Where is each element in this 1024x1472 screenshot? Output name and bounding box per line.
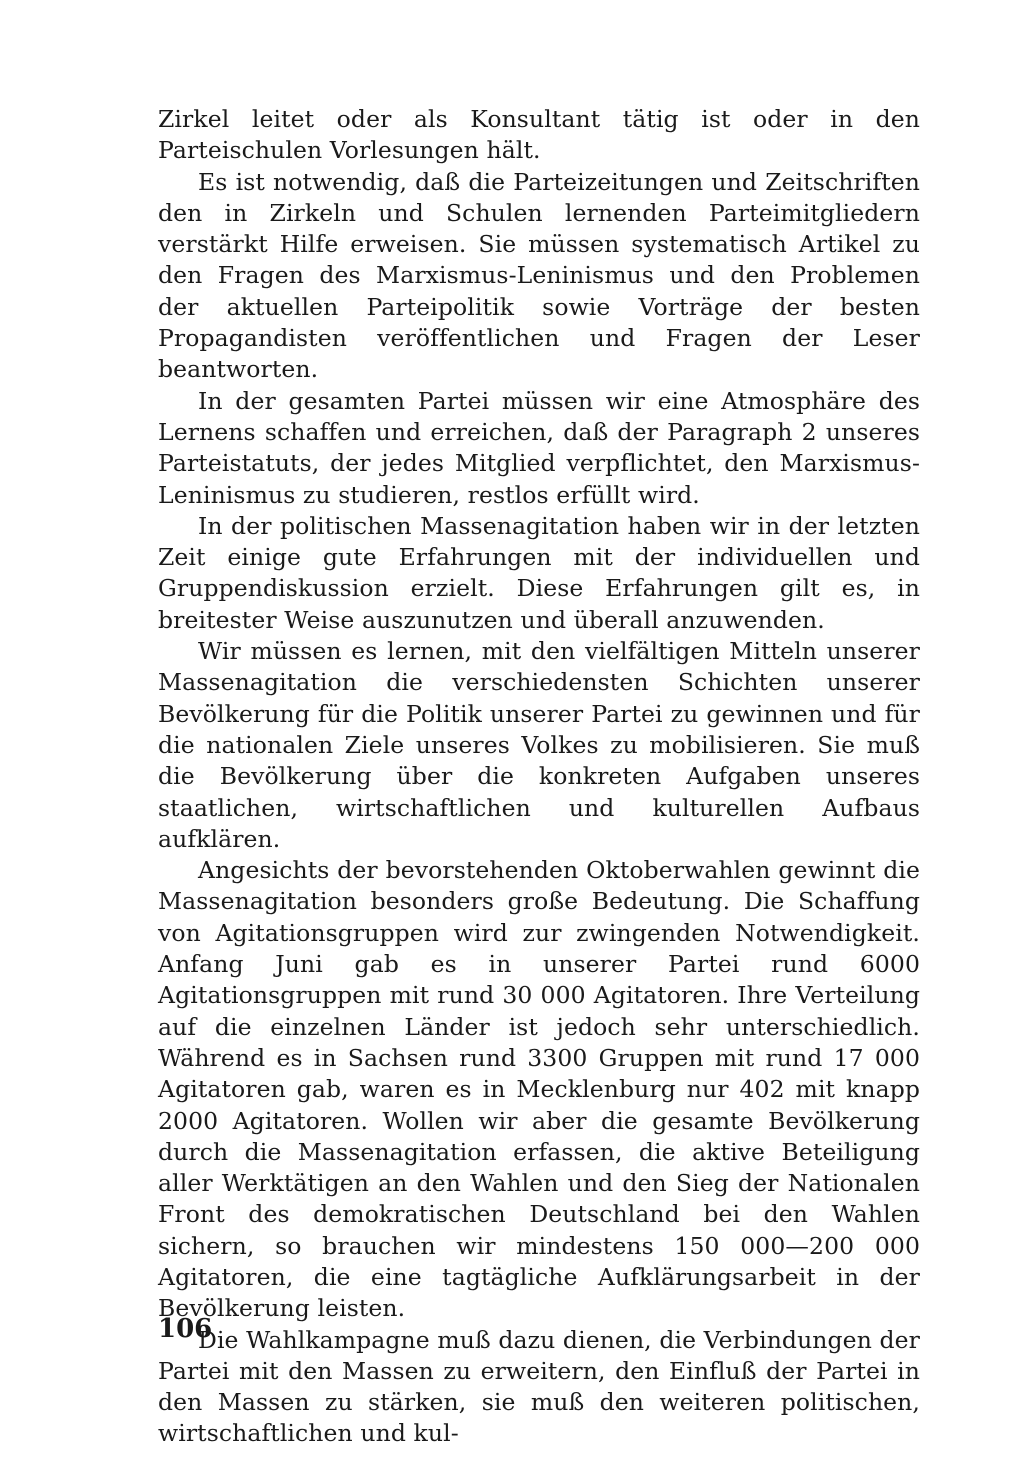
paragraph-2: Es ist notwendig, daß die Parteizeitungen und Zeitschriften den in Zirkeln und Schulen lernenden Parteimitgliedern verstärkt Hilfe erweisen. Sie müssen systematisch Artikel zu den Fragen des Marxismus-Leninismus und den Problemen der aktuellen Parteipolitik sowie Vorträge der besten Propagandisten veröffentlichen und Fragen der Leser beantworten. [158,167,920,384]
paragraph-7: Die Wahlkampagne muß dazu dienen, die Verbindungen der Partei mit den Massen zu erweitern, den Einfluß der Partei in den Massen zu stärken, sie muß den weiteren politischen, wirtschaftlichen und kul- [158,1325,920,1448]
paragraph-5: Wir müssen es lernen, mit den vielfältigen Mitteln unserer Massenagitation die verschiedensten Schichten unserer Bevölkerung für die Politik unserer Partei zu gewinnen und für die nationalen Ziele unseres Volkes zu mobilisieren. Sie muß die Bevölkerung über die konkreten Aufgaben unseres staatlichen, wirtschaftlichen und kulturellen Aufbaus aufklären. [158,637,920,853]
paragraph-3: In der gesamten Partei müssen wir eine Atmosphäre des Lernens schaffen und erreichen, daß der Paragraph 2 unseres Parteistatuts, der jedes Mitglied verpflichtet, den Marxismus-Leninismus zu studieren, restlos erfüllt wird. [158,386,920,509]
paragraph-4: In der politischen Massenagitation haben wir in der letzten Zeit einige gute Erfahrungen mit der individuellen und Gruppendiskussion erzielt. Diese Erfahrungen gilt es, in breitester Weise auszunutzen und überall anzuwenden. [158,511,920,634]
body-text [158,104,920,1450]
paragraph-1: Zirkel leitet oder als Konsultant tätig ist oder in den Parteischulen Vorlesungen hält. [158,105,920,165]
paragraph-6: Angesichts der bevorstehenden Oktoberwahlen gewinnt die Massenagitation besonders große Bedeutung. Die Schaffung von Agitationsgruppen wird zur zwingenden Notwendigkeit. Anfang Juni gab es in unserer Partei rund 6000 Agitationsgruppen mit rund 30 000 Agitatoren. Ihre Verteilung auf die einzelnen Länder ist jedoch sehr unterschiedlich. Während es in Sachsen rund 3300 Gruppen mit rund 17 000 Agitatoren gab, waren es in Mecklenburg nur 402 mit knapp 2000 Agitatoren. Wollen wir aber die gesamte Bevölkerung durch die Massenagitation erfassen, die aktive Beteiligung aller Werktätigen an den Wahlen und den Sieg der Nationalen Front des demokratischen Deutschland bei den Wahlen sichern, so brauchen wir mindestens 150 000—200 000 Agitatoren, die eine tagtägliche Aufklärungsarbeit in der Bevölkerung leisten. [158,856,920,1323]
page-number: 106 [158,1314,213,1344]
